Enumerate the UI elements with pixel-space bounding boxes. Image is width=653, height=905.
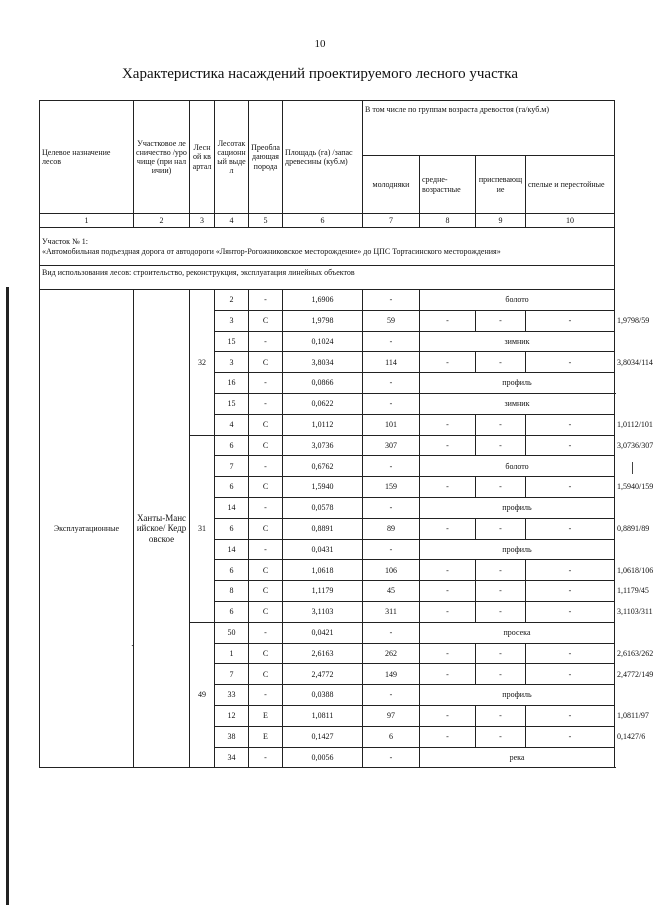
volume-cell: - — [363, 456, 420, 477]
table-row: 8 С 1,1179 45 - - - 1,1179/45 — [40, 581, 615, 602]
table-row: 6 С 3,1103 311 - - - 3,1103/311 — [40, 601, 615, 622]
young-cell: - — [420, 726, 476, 747]
right-margin-mark — [632, 462, 633, 474]
division-cell: 8 — [215, 581, 249, 602]
middle-cell: - — [476, 726, 526, 747]
volume-cell: - — [363, 373, 420, 394]
column-number: 5 — [249, 214, 283, 228]
species-cell: С — [249, 664, 283, 685]
maturing-cell: - — [526, 601, 615, 622]
division-cell: 1 — [215, 643, 249, 664]
division-cell: 14 — [215, 497, 249, 518]
area-cell: 3,0736 — [283, 435, 363, 456]
use-type: Вид использования лесов: строительство, реконструкция, эксплуатация линейных объектов — [40, 266, 615, 290]
area-cell: 0,0388 — [283, 685, 363, 706]
note-cell: просека — [420, 622, 615, 643]
species-cell: Е — [249, 705, 283, 726]
young-cell: - — [420, 664, 476, 685]
quarter-cell: 31 — [190, 435, 215, 622]
species-cell: - — [249, 622, 283, 643]
area-cell: 0,1024 — [283, 331, 363, 352]
species-cell: С — [249, 518, 283, 539]
species-cell: С — [249, 435, 283, 456]
division-cell: 6 — [215, 435, 249, 456]
header-mature: спелые и перестойные — [526, 156, 615, 214]
use-type-row — [40, 266, 615, 290]
division-cell: 6 — [215, 518, 249, 539]
division-cell: 15 — [215, 331, 249, 352]
left-margin-bar — [6, 287, 9, 905]
column-number: 10 — [526, 214, 615, 228]
table-row: 31 6 С 3,0736 307 - - - 3,0736/307 — [40, 435, 615, 456]
section-title: Участок № 1: — [42, 237, 88, 247]
division-cell: 33 — [215, 685, 249, 706]
area-cell: 0,6762 — [283, 456, 363, 477]
area-cell: 1,5940 — [283, 477, 363, 498]
species-cell: С — [249, 560, 283, 581]
header-division: Лесотаксационный выдел — [215, 101, 249, 214]
maturing-cell: - — [526, 581, 615, 602]
area-cell: 0,0056 — [283, 747, 363, 768]
division-cell: 16 — [215, 373, 249, 394]
area-cell: 3,1103 — [283, 601, 363, 622]
note-cell: зимник — [420, 331, 615, 352]
species-cell: Е — [249, 726, 283, 747]
species-cell: С — [249, 643, 283, 664]
middle-cell: - — [476, 643, 526, 664]
column-number: 3 — [190, 214, 215, 228]
volume-cell: 159 — [363, 477, 420, 498]
column-number: 4 — [215, 214, 249, 228]
maturing-cell: - — [526, 518, 615, 539]
volume-cell: 6 — [363, 726, 420, 747]
division-cell: 6 — [215, 477, 249, 498]
maturing-cell: - — [526, 310, 615, 331]
note-cell: профиль — [420, 539, 615, 560]
young-cell: - — [420, 643, 476, 664]
division-cell: 6 — [215, 601, 249, 622]
area-cell: 0,0578 — [283, 497, 363, 518]
species-cell: С — [249, 477, 283, 498]
note-cell: болото — [420, 456, 615, 477]
middle-cell: - — [476, 352, 526, 373]
purpose-cell: Эксплуатационные — [40, 290, 134, 768]
species-cell: - — [249, 373, 283, 394]
division-cell: 6 — [215, 560, 249, 581]
species-cell: - — [249, 393, 283, 414]
maturing-cell: - — [526, 414, 615, 435]
section-cell — [40, 228, 615, 266]
maturing-cell: - — [526, 726, 615, 747]
area-cell: 1,0112 — [283, 414, 363, 435]
column-number: 7 — [363, 214, 420, 228]
table-row: 12 Е 1,0811 97 - - - 1,0811/97 — [40, 705, 615, 726]
maturing-cell: - — [526, 477, 615, 498]
middle-cell: - — [476, 518, 526, 539]
section-description: «Автомобильная подъездная дорога от автодороги «Лянтор-Рогожниковское месторождение» до ЦПС Тортасинского месторождения» — [42, 246, 501, 256]
area-cell: 1,6906 — [283, 290, 363, 311]
area-cell: 0,1427 — [283, 726, 363, 747]
young-cell: - — [420, 435, 476, 456]
maturing-cell: - — [526, 435, 615, 456]
area-cell: 2,4772 — [283, 664, 363, 685]
column-numbers-row — [40, 214, 615, 228]
middle-cell: - — [476, 705, 526, 726]
middle-cell: - — [476, 581, 526, 602]
note-cell: профиль — [420, 497, 615, 518]
species-cell: С — [249, 414, 283, 435]
young-cell: - — [420, 518, 476, 539]
table-row: 7 С 2,4772 149 - - - 2,4772/149 — [40, 664, 615, 685]
middle-cell: - — [476, 414, 526, 435]
middle-cell: - — [476, 601, 526, 622]
volume-cell: 262 — [363, 643, 420, 664]
note-cell: река — [420, 747, 615, 768]
page-number: 10 — [314, 38, 326, 50]
table-row: 3 С 3,8034 114 - - - 3,8034/114 — [40, 352, 615, 373]
maturing-cell: - — [526, 352, 615, 373]
note-cell: зимник — [420, 393, 615, 414]
area-cell: 2,6163 — [283, 643, 363, 664]
table-row: 6 С 1,0618 106 - - - 1,0618/106 — [40, 560, 615, 581]
header-forestry: Участковое лесничество /урочище (при наличии) — [134, 101, 190, 214]
volume-cell: 89 — [363, 518, 420, 539]
column-number: 1 — [40, 214, 134, 228]
division-cell: 4 — [215, 414, 249, 435]
species-cell: - — [249, 685, 283, 706]
division-cell: 15 — [215, 393, 249, 414]
header-maturing: приспевающие — [476, 156, 526, 214]
species-cell: С — [249, 310, 283, 331]
table-row: 6 С 1,5940 159 - - - 1,5940/159 — [40, 477, 615, 498]
column-number: 2 — [134, 214, 190, 228]
middle-cell: - — [476, 435, 526, 456]
header-age-groups: В том числе по группам возраста древостоя (га/куб.м) — [363, 101, 615, 156]
maturing-cell: - — [526, 643, 615, 664]
division-cell: 3 — [215, 310, 249, 331]
quarter-cell: 49 — [190, 622, 215, 768]
table-row: 6 С 0,8891 89 - - - 0,8891/89 — [40, 518, 615, 539]
species-cell: - — [249, 497, 283, 518]
stands-table — [39, 100, 653, 768]
page-title: Характеристика насаждений проектируемого лесного участка — [121, 66, 519, 82]
table-row: 3 С 1,9798 59 - - - 1,9798/59 — [40, 310, 615, 331]
young-cell: - — [420, 477, 476, 498]
table-row: 1 С 2,6163 262 - - - 2,6163/262 — [40, 643, 615, 664]
volume-cell: 307 — [363, 435, 420, 456]
volume-cell: - — [363, 539, 420, 560]
note-cell: профиль — [420, 685, 615, 706]
table-row — [40, 290, 615, 311]
area-cell: 1,9798 — [283, 310, 363, 331]
header-area: Площадь (га) /запас древесины (куб.м) — [283, 101, 363, 214]
column-number: 9 — [476, 214, 526, 228]
forestry-cell: Ханты-Мансийское/ Кедровское — [134, 290, 190, 768]
species-cell: С — [249, 352, 283, 373]
header-row — [40, 101, 615, 156]
area-cell: 1,1179 — [283, 581, 363, 602]
quarter-cell: 32 — [190, 290, 215, 436]
maturing-cell: - — [526, 664, 615, 685]
column-number: 8 — [420, 214, 476, 228]
volume-cell: 106 — [363, 560, 420, 581]
area-cell: 1,0811 — [283, 705, 363, 726]
note-cell: болото — [420, 290, 615, 311]
volume-cell: - — [363, 393, 420, 414]
area-cell: 0,0431 — [283, 539, 363, 560]
maturing-cell: - — [526, 560, 615, 581]
division-cell: 3 — [215, 352, 249, 373]
header-quarter: Лесной квартал — [190, 101, 215, 214]
stray-mark: ˎ — [131, 636, 135, 647]
division-cell: 38 — [215, 726, 249, 747]
species-cell: - — [249, 331, 283, 352]
volume-cell: 101 — [363, 414, 420, 435]
division-cell: 7 — [215, 664, 249, 685]
young-cell: - — [420, 560, 476, 581]
young-cell: - — [420, 414, 476, 435]
middle-cell: - — [476, 664, 526, 685]
young-cell: - — [420, 352, 476, 373]
header-purpose: Целевое назначение лесов — [40, 101, 134, 214]
volume-cell: - — [363, 685, 420, 706]
note-cell: профиль — [420, 373, 615, 394]
table-row: 4 С 1,0112 101 - - - 1,0112/101 — [40, 414, 615, 435]
division-cell: 14 — [215, 539, 249, 560]
young-cell: - — [420, 705, 476, 726]
volume-cell: 45 — [363, 581, 420, 602]
volume-cell: 311 — [363, 601, 420, 622]
area-cell: 0,0866 — [283, 373, 363, 394]
volume-cell: 97 — [363, 705, 420, 726]
header-young: молодняки — [363, 156, 420, 214]
volume-cell: - — [363, 497, 420, 518]
header-middle: средне-возрастные — [420, 156, 476, 214]
volume-cell: - — [363, 622, 420, 643]
species-cell: - — [249, 456, 283, 477]
middle-cell: - — [476, 477, 526, 498]
young-cell: - — [420, 310, 476, 331]
species-cell: - — [249, 539, 283, 560]
middle-cell: - — [476, 560, 526, 581]
area-cell: 0,0421 — [283, 622, 363, 643]
division-cell: 7 — [215, 456, 249, 477]
header-species: Преобладающая порода — [249, 101, 283, 214]
volume-cell: - — [363, 290, 420, 311]
young-cell: - — [420, 601, 476, 622]
young-cell: - — [420, 581, 476, 602]
area-cell: 3,8034 — [283, 352, 363, 373]
area-cell: 1,0618 — [283, 560, 363, 581]
species-cell: - — [249, 747, 283, 768]
section-row — [40, 228, 615, 266]
volume-cell: - — [363, 331, 420, 352]
volume-cell: 114 — [363, 352, 420, 373]
volume-cell: - — [363, 747, 420, 768]
volume-cell: 149 — [363, 664, 420, 685]
area-cell: 0,8891 — [283, 518, 363, 539]
middle-cell: - — [476, 310, 526, 331]
species-cell: С — [249, 601, 283, 622]
species-cell: - — [249, 290, 283, 311]
division-cell: 34 — [215, 747, 249, 768]
volume-cell: 59 — [363, 310, 420, 331]
area-cell: 0,0622 — [283, 393, 363, 414]
species-cell: С — [249, 581, 283, 602]
division-cell: 50 — [215, 622, 249, 643]
table-row: 38 Е 0,1427 6 - - - 0,1427/6 — [40, 726, 615, 747]
column-number: 6 — [283, 214, 363, 228]
division-cell: 12 — [215, 705, 249, 726]
maturing-cell: - — [526, 705, 615, 726]
division-cell: 2 — [215, 290, 249, 311]
